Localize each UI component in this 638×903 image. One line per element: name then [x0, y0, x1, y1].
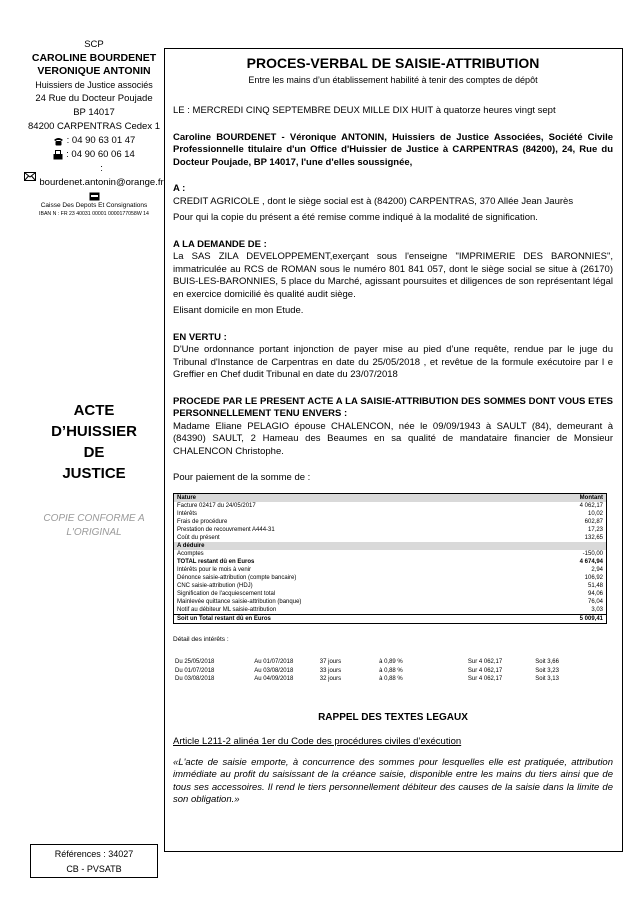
- acte-line: DE: [83, 444, 105, 461]
- table-row: [174, 502, 607, 510]
- table-row: [174, 510, 607, 518]
- acte-line: ACTE: [73, 402, 115, 419]
- row-nature: Intérêts pour le mois à venir: [177, 566, 252, 573]
- fax-icon: [53, 150, 63, 160]
- amounts-table-header: [174, 493, 607, 502]
- table-row: [174, 606, 607, 615]
- interest-cell: à 0,88 %: [379, 676, 403, 682]
- fax-number: : 04 90 60 06 14: [66, 149, 135, 160]
- vertu-text: D'Une ordonnance portant injonction de payer mise au pied d’une requête, rendue par le juge du Tribunal d'Instance de Carpentras en date du 25/05/2018 , et revêtue de la formule exécutoire par l e Greffier en Chef dudit Tribunal en date du 23/07/2018: [173, 344, 613, 380]
- document-body: [164, 48, 623, 852]
- row-montant: [526, 542, 606, 550]
- paiement-line: Pour paiement de la somme de :: [173, 472, 311, 483]
- table-row: [174, 582, 607, 590]
- table-row: [174, 614, 607, 623]
- procede-text: Madame Eliane PELAGIO épouse CHALENCON, née le 09/09/1943 à SAULT (84), demeurant à (84390) SAULT, 2 Hameau des Beaumes en sa qualité de mandataire financier de Monsieur CHALENCON Christophe.: [173, 420, 613, 457]
- acte-line: JUSTICE: [62, 465, 126, 482]
- table-row: [174, 590, 607, 598]
- interest-cell: 32 jours: [319, 676, 342, 682]
- row-nature: A déduire: [174, 542, 527, 550]
- phone-icon: [53, 137, 64, 146]
- header-montant: Montant: [526, 493, 606, 502]
- rappel-heading: RAPPEL DES TEXTES LEGAUX: [318, 711, 468, 723]
- interest-row: [175, 675, 575, 684]
- office-bp: BP 14017: [73, 107, 115, 118]
- email-address: : bourdenet.antonin@orange.fr: [39, 163, 164, 188]
- demande-heading: A LA DEMANDE DE :: [173, 238, 267, 250]
- interest-cell: 37 jours: [319, 659, 342, 665]
- a-text: CREDIT AGRICOLE , dont le siège social est à (84200) CARPENTRAS, 370 Allée Jean Jaurès: [173, 195, 574, 207]
- references-box: [30, 844, 158, 878]
- references-number: Références : 34027: [54, 849, 134, 859]
- row-montant: 3,03: [591, 606, 603, 613]
- table-row: [174, 526, 607, 534]
- office-header: [28, 38, 164, 219]
- interets-table: [175, 658, 575, 684]
- page-subtitle: Entre les mains d’un établissement habilité à tenir des comptes de dépôt: [248, 74, 538, 85]
- scp-label: SCP: [84, 39, 104, 50]
- interest-cell: Soit 3,13: [535, 676, 559, 682]
- row-nature: Notif au débiteur ML saisie-attribution: [177, 606, 277, 613]
- row-nature: Intérêts: [177, 510, 198, 517]
- row-montant: 17,23: [587, 526, 603, 533]
- office-role: Huissiers de Justice associés: [35, 80, 153, 90]
- interest-cell: Du 25/05/2018: [175, 659, 215, 665]
- row-montant: 106,92: [584, 574, 603, 581]
- table-row: [174, 558, 607, 566]
- interest-cell: Au 04/09/2018: [254, 676, 294, 682]
- table-row: [174, 534, 607, 542]
- interest-cell: à 0,88 %: [379, 667, 403, 674]
- interest-cell: Au 03/08/2018: [254, 667, 294, 674]
- email-row: [28, 162, 164, 190]
- page-title: PROCES-VERBAL DE SAISIE-ATTRIBUTION: [246, 55, 540, 71]
- row-montant: 76,04: [587, 598, 603, 605]
- interest-cell: 33 jours: [319, 667, 342, 674]
- huissier-name-2: VERONIQUE ANTONIN: [37, 65, 151, 77]
- interets-heading: Détail des intérêts :: [173, 635, 229, 643]
- table-row: [174, 566, 607, 574]
- acte-line: D’HUISSIER: [51, 423, 137, 440]
- row-montant: 5 009,41: [526, 614, 606, 623]
- header-nature: Nature: [174, 493, 527, 502]
- acte-title: [28, 400, 160, 484]
- interest-cell: Soit 3,23: [535, 667, 559, 674]
- table-row: [174, 542, 607, 550]
- row-nature: Acomptes: [177, 550, 204, 557]
- row-nature: Mainlevée quittance saisie-attribution (banque): [177, 598, 302, 605]
- interest-cell: Sur 4 062,17: [467, 676, 503, 682]
- table-row: [174, 574, 607, 582]
- interest-cell: à 0,89 %: [379, 659, 403, 665]
- interest-cell: Soit 3,66: [535, 659, 559, 665]
- table-row: [174, 550, 607, 558]
- envelope-icon: [24, 172, 36, 181]
- row-nature: Prestation de recouvrement A444-31: [177, 526, 275, 533]
- article-text: «L'acte de saisie emporte, à concurrence des sommes pour lesquelles elle est pratiquée, attribution immédiate au profit du saisissant de la créance saisie, disponible entre les mains du tiers ainsi que de tous ses accessoires. Il rend le tiers personnellement débiteur des causes de la saisie dans la limite de son obligation.»: [173, 756, 613, 805]
- row-nature: Soit un Total restant dû en Euros: [174, 614, 527, 623]
- row-nature: Dénonce saisie-attribution (compte bancaire): [177, 574, 297, 581]
- a-heading: A :: [173, 183, 186, 194]
- bank-icon: [89, 192, 100, 201]
- row-nature: Facture 02417 du 24/05/2017: [177, 502, 256, 509]
- phone-number: : 04 90 63 01 47: [66, 135, 136, 146]
- procede-heading: PROCEDE PAR LE PRESENT ACTE A LA SAISIE-ATTRIBUTION DES SOMMES DONT VOUS ETES PERSONNELLEMENT TENU ENVERS :: [173, 395, 613, 419]
- phone-row: [28, 134, 160, 148]
- row-nature: CNC saisie-attribution (HDJ): [177, 582, 253, 589]
- vertu-heading: EN VERTU :: [173, 331, 227, 343]
- a-text-2: Pour qui la copie du présent a été remise comme indiqué à la modalité de signification.: [173, 212, 538, 223]
- row-nature: Coût du présent: [177, 534, 220, 541]
- interest-row: [175, 658, 575, 667]
- fax-row: [28, 148, 160, 162]
- office-city: 84200 CARPENTRAS Cedex 1: [28, 121, 161, 132]
- article-title: Article L211-2 alinéa 1er du Code des procédures civiles d’exécution: [173, 736, 462, 747]
- interest-cell: Au 01/07/2018: [254, 659, 294, 665]
- amounts-table: [173, 493, 607, 624]
- huissier-name-1: CAROLINE BOURDENET: [31, 52, 157, 64]
- bank-name: Caisse Des Depots Et Consignations: [40, 202, 148, 209]
- demande-text: La SAS ZILA DEVELOPPEMENT,exerçant sous l'enseigne "IMPRIMERIE DES BARONNIES", immatriculée au RCS de ROMAN sous le numéro 801 841 057, dont le siège social se situe à (26170) BUIS-LES-BARONNIES, 5 place du Marché, agissant poursuites et diligences de son représentant légal en exercice domicilié ès qualité audit siège.: [173, 251, 613, 300]
- bank-icon-row: [28, 192, 160, 201]
- copie-conforme: COPIE CONFORME A L'ORIGINAL: [43, 513, 145, 538]
- interest-cell: Sur 4 062,17: [467, 659, 503, 665]
- row-montant: 602,87: [584, 518, 603, 525]
- references-code: CB - PVSATB: [66, 864, 122, 874]
- row-montant: 2,94: [591, 566, 603, 573]
- row-montant: 94,06: [587, 590, 603, 597]
- huissier-paragraph: Caroline BOURDENET - Véronique ANTONIN, Huissiers de Justice Associées, Société Civile Professionnelle titulaire d'un Office d'Huissier de Justice à CARPENTRAS (84200), 24, Rue du Docteur Poujade, BP 14017, l'une d'elles soussignée,: [173, 131, 613, 168]
- row-montant: 132,65: [584, 534, 603, 541]
- row-nature: Signification de l'acquiescement total: [177, 590, 276, 597]
- row-montant: 10,02: [587, 510, 603, 517]
- interest-row: [175, 667, 575, 676]
- date-line: LE : MERCREDI CINQ SEPTEMBRE DEUX MILLE DIX HUIT à quatorze heures vingt sept: [173, 105, 556, 116]
- row-montant: 51,48: [587, 582, 603, 589]
- office-address: 24 Rue du Docteur Poujade: [35, 93, 153, 104]
- row-montant: -150,00: [582, 550, 603, 557]
- demande-text-2: Elisant domicile en mon Etude.: [173, 305, 304, 316]
- table-row: [174, 598, 607, 606]
- row-nature: TOTAL restant dû en Euros: [177, 558, 255, 565]
- row-montant: 4 062,17: [579, 502, 603, 509]
- table-row: [174, 518, 607, 526]
- row-montant: 4 674,94: [579, 558, 603, 565]
- interest-cell: Du 03/08/2018: [175, 676, 215, 682]
- interest-cell: Sur 4 062,17: [467, 667, 503, 674]
- bank-iban: IBAN N : FR 23 40031 00001 0000177058W 14: [39, 211, 149, 217]
- row-nature: Frais de procédure: [177, 518, 228, 525]
- interest-cell: Du 01/07/2018: [175, 667, 215, 674]
